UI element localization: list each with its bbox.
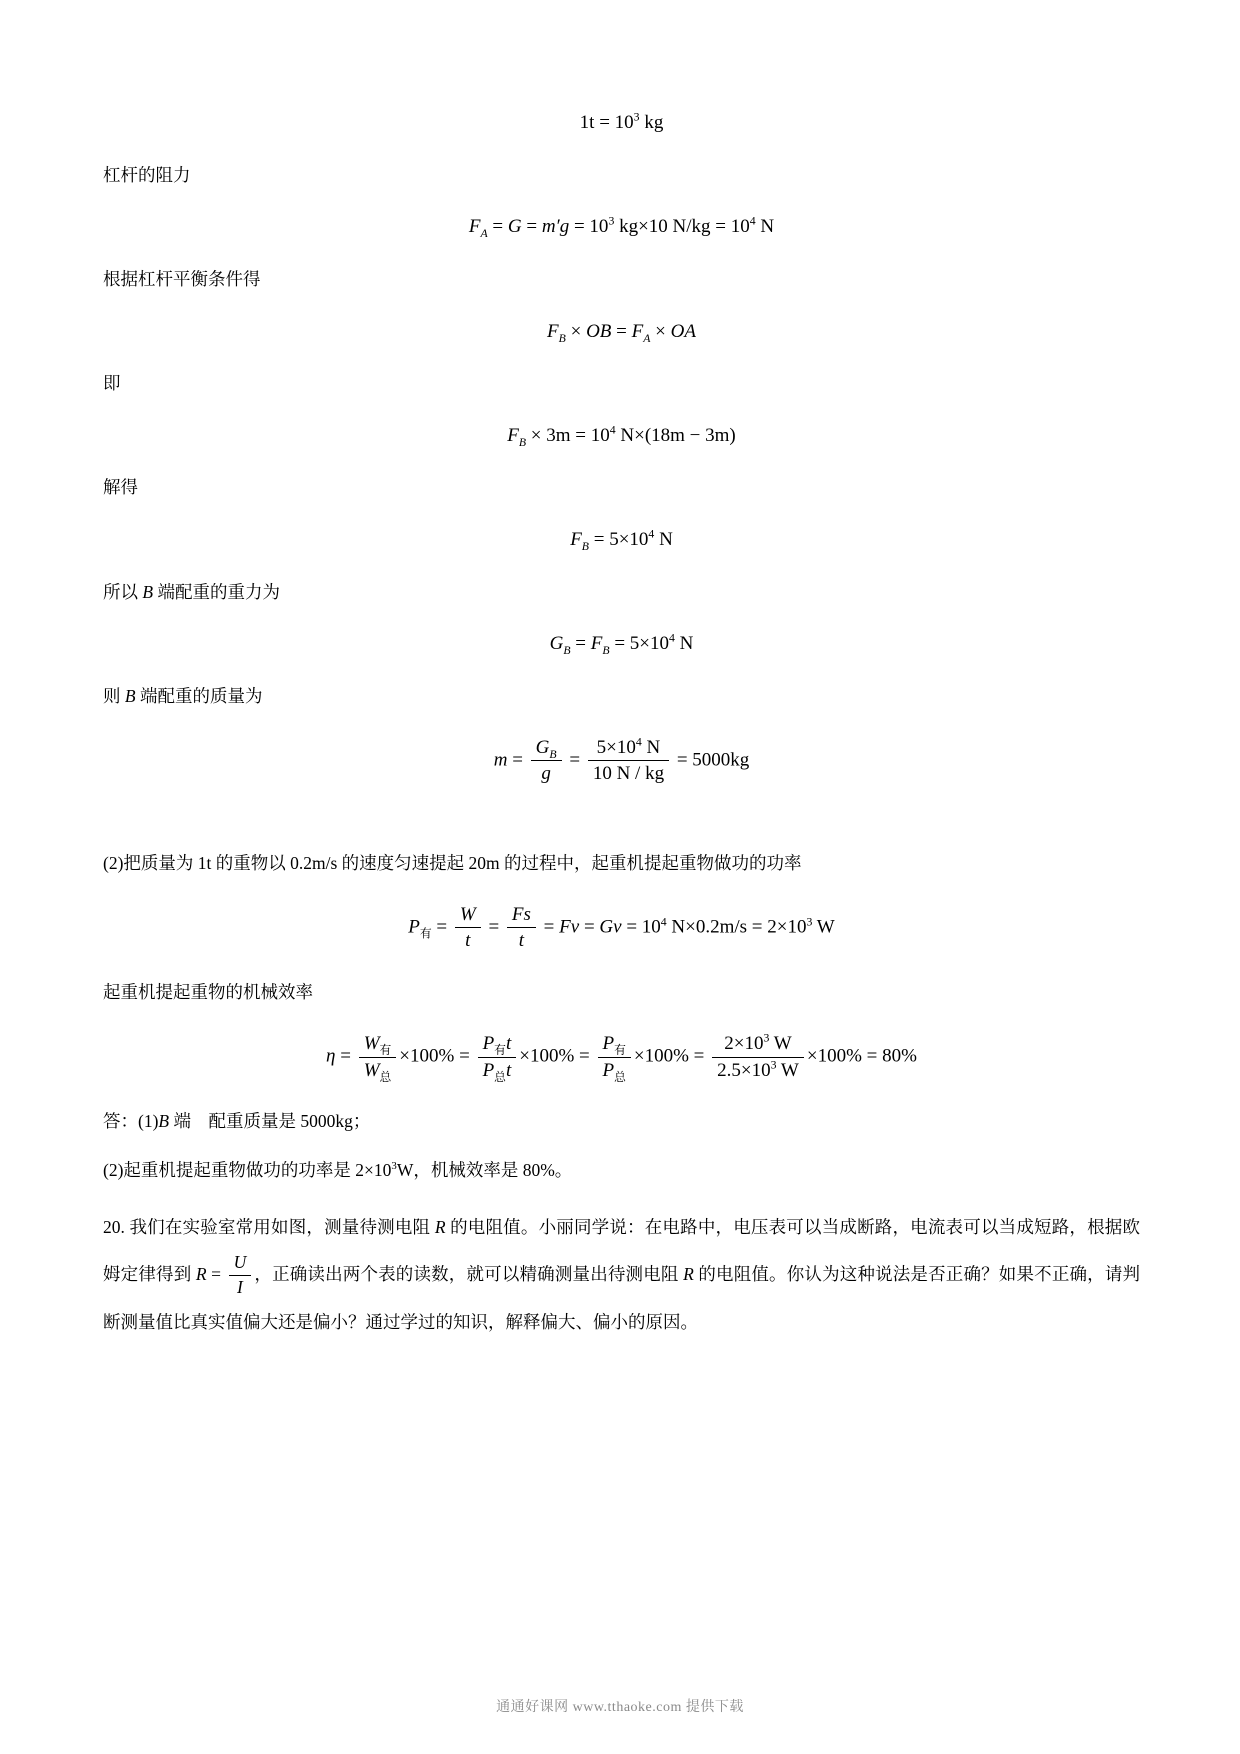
math-superscript: 3 [633, 110, 640, 124]
math-subscript: B [558, 331, 566, 345]
text-lever-balance-condition [103, 264, 1140, 295]
math-variable: t [505, 1032, 512, 1054]
text-run: 的电阻值。小丽同学说：在电路中，电压表可以当成断路，电流表可以当成短路，根据欧姆定律得到 [103, 1216, 1140, 1284]
text-run: 即 [103, 373, 121, 394]
fraction-denominator [712, 1058, 804, 1083]
math-fraction [712, 1032, 804, 1083]
math-variable: W [459, 903, 476, 925]
formula-useful-power [103, 903, 1140, 954]
text-run: × [650, 320, 671, 342]
fraction-numerator [712, 1032, 804, 1058]
math-superscript: 4 [635, 735, 642, 749]
text-run: W [812, 916, 835, 938]
math-variable: P [482, 1032, 495, 1054]
text-namely [103, 368, 1140, 399]
math-variable: m′g [541, 216, 570, 238]
math-variable: G [549, 633, 564, 655]
math-variable: Gv [599, 916, 622, 938]
text-run: 所以 [103, 581, 143, 602]
text-run: = [507, 749, 528, 771]
text-run: N [755, 216, 775, 238]
formula-gb-result [103, 631, 1140, 657]
math-superscript: 3 [608, 214, 615, 228]
footer-text: 通通好课网 www.tthaoke.com 提供下载 [496, 1700, 744, 1715]
math-variable: η [326, 1045, 336, 1067]
math-variable: OA [670, 320, 696, 342]
fraction-denominator [531, 761, 562, 786]
para-question-20 [103, 1204, 1140, 1347]
text-run: 10 N / kg [592, 763, 665, 785]
math-variable: R [195, 1263, 207, 1284]
text-run: = [564, 749, 585, 771]
fraction-numerator [588, 736, 669, 762]
text-run: (2)把质量为 1t 的重物以 0.2m/s 的速度匀速提起 20m 的过程中，起重机提起重物做功的功率 [103, 853, 802, 874]
formula-torque-values [103, 423, 1140, 449]
math-variable: Fs [511, 903, 531, 925]
para-part2-power-intro [103, 848, 1140, 879]
math-superscript: 3 [763, 1031, 770, 1045]
text-run: × [565, 320, 587, 342]
math-superscript: 4 [669, 632, 675, 645]
text-run: 起重机提起重物的机械效率 [103, 982, 313, 1003]
text-run: W [769, 1032, 792, 1054]
math-variable: R [683, 1263, 694, 1284]
math-subscript: 有 [379, 1043, 392, 1057]
math-fraction [507, 903, 536, 954]
fraction-denominator [455, 928, 481, 953]
math-fraction [229, 1252, 252, 1299]
math-variable: R [434, 1216, 446, 1237]
math-variable: t [465, 930, 471, 952]
formula-mass-result [103, 736, 1140, 787]
text-run: ，正确读出两个表的读数，就可以精确测量出待测电阻 [254, 1263, 684, 1284]
math-variable: P [482, 1059, 495, 1081]
math-variable: P [602, 1059, 615, 1081]
math-variable: B [124, 685, 136, 706]
math-variable: B [158, 1111, 170, 1132]
text-run: = [487, 216, 508, 238]
text-run: 端 配重质量是 5000kg； [169, 1111, 371, 1132]
math-subscript: B [602, 644, 610, 658]
math-variable: Fv [559, 916, 580, 938]
fraction-denominator [588, 761, 669, 786]
text-run: 根据杠杆平衡条件得 [103, 268, 261, 289]
math-superscript: 3 [770, 1058, 777, 1072]
math-variable: G [535, 736, 550, 758]
fraction-numerator [531, 736, 562, 762]
math-superscript: 4 [749, 214, 756, 228]
fraction-denominator [507, 928, 536, 953]
formula-efficiency [103, 1032, 1140, 1083]
math-subscript: 总 [379, 1070, 392, 1084]
text-run: N [641, 736, 661, 758]
math-variable: W [363, 1059, 380, 1081]
math-variable: P [602, 1032, 615, 1054]
text-run: = [206, 1263, 226, 1284]
math-variable: U [233, 1252, 247, 1273]
document-content [103, 110, 1140, 1346]
text-run: 则 [103, 685, 125, 706]
math-variable: I [237, 1277, 243, 1298]
text-run: ×100% = [399, 1045, 475, 1067]
text-run: kg×10 N/kg = 10 [614, 216, 750, 238]
text-run: W，机械效率是 80%。 [396, 1159, 573, 1180]
text-efficiency-intro [103, 977, 1140, 1008]
math-fraction [359, 1032, 397, 1083]
math-variable: t [518, 930, 525, 952]
text-run: = [431, 916, 452, 938]
fraction-numerator [507, 903, 536, 929]
math-subscript: 总 [494, 1070, 506, 1084]
math-variable: F [631, 320, 644, 342]
math-variable: F [468, 216, 481, 238]
text-run: 2×10 [724, 1032, 764, 1054]
text-run: 1t = 10 [579, 112, 634, 133]
math-subscript: A [643, 331, 651, 345]
math-variable: m [493, 749, 508, 771]
text-run: N [654, 529, 673, 551]
fraction-numerator [359, 1032, 397, 1058]
math-superscript: 3 [391, 1160, 397, 1173]
text-run: 的电阻值。你认为这种说法是否正确？如果不正确，请判断测量值比真实值偏大还是偏小？通过学过的知识，解释偏大、偏小的原因。 [103, 1263, 1141, 1333]
fraction-numerator [598, 1032, 631, 1058]
text-run: 2.5×10 [717, 1059, 771, 1081]
text-run: ×100% = [519, 1045, 595, 1067]
text-run: 杠杆的阻力 [103, 164, 191, 185]
math-variable: G [507, 216, 522, 238]
text-run: N×(18m − 3m) [615, 424, 736, 446]
math-variable: P [408, 916, 420, 938]
text-run: = 5000kg [672, 749, 750, 771]
math-superscript: 4 [648, 527, 655, 541]
math-subscript: 有 [494, 1043, 506, 1057]
text-run: 解得 [103, 477, 138, 498]
math-fraction [598, 1032, 631, 1083]
text-run: N [674, 633, 694, 655]
text-run: = [521, 216, 542, 238]
math-superscript: 4 [660, 915, 667, 928]
page-footer [0, 1696, 1240, 1716]
math-subscript: 总 [614, 1070, 626, 1084]
math-superscript: 4 [609, 423, 616, 437]
math-variable: OB [586, 320, 612, 342]
math-variable: t [505, 1059, 512, 1081]
text-run: × 3m = 10 [526, 424, 610, 446]
math-variable: B [142, 581, 154, 602]
formula-resistance-force [103, 214, 1140, 240]
text-run: = [538, 916, 560, 938]
text-run: = 5×10 [588, 529, 649, 551]
fraction-numerator [455, 903, 481, 929]
text-run: 端配重的质量为 [135, 685, 263, 706]
math-variable: F [570, 529, 582, 551]
fraction-numerator [478, 1032, 517, 1058]
formula-fb-result [103, 527, 1140, 553]
text-run: = 5×10 [609, 633, 669, 655]
math-fraction [455, 903, 481, 954]
fraction-denominator [598, 1058, 631, 1083]
fraction-numerator [229, 1252, 252, 1276]
text-run: (2)起重机提起重物做功的功率是 2×10 [103, 1159, 392, 1180]
fraction-denominator [229, 1276, 252, 1299]
text-run: ×100% = 80% [806, 1045, 917, 1067]
math-subscript: B [563, 644, 571, 658]
text-answer-part1 [103, 1106, 1140, 1137]
text-b-end-mass-intro [103, 681, 1140, 712]
math-fraction [588, 736, 669, 787]
math-variable: F [547, 320, 559, 342]
text-lever-resistance [103, 160, 1140, 191]
text-run: = [570, 633, 591, 655]
formula-torque-balance [103, 319, 1140, 345]
math-subscript: 有 [614, 1043, 626, 1057]
math-subscript: B [518, 435, 527, 449]
text-run: = [483, 916, 504, 938]
fraction-denominator [478, 1058, 517, 1083]
math-fraction [478, 1032, 517, 1083]
math-subscript: B [581, 539, 589, 553]
text-run: 答：(1) [103, 1111, 159, 1132]
math-subscript: B [549, 747, 557, 761]
math-variable: F [507, 424, 519, 446]
fraction-denominator [359, 1058, 397, 1083]
text-run: ×100% = [633, 1045, 710, 1067]
text-solving [103, 472, 1140, 503]
text-answer-part2 [103, 1155, 1140, 1186]
math-variable: g [541, 763, 551, 785]
text-run: = 10 [569, 216, 609, 238]
text-b-end-weight-intro [103, 577, 1140, 608]
text-run: kg [639, 112, 664, 133]
math-superscript: 3 [806, 915, 813, 928]
math-variable: F [590, 633, 603, 655]
text-run: = [611, 320, 632, 342]
math-subscript: A [480, 227, 488, 241]
formula-ton-conversion [103, 110, 1140, 136]
math-variable: W [363, 1032, 380, 1054]
text-run: = [579, 916, 600, 938]
text-run: 5×10 [596, 736, 636, 758]
text-run: 端配重的重力为 [153, 581, 280, 602]
text-run: 20. 我们在实验室常用如图，测量待测电阻 [103, 1216, 435, 1237]
text-run: N×0.2m/s = 2×10 [666, 916, 807, 938]
math-subscript: 有 [419, 927, 432, 941]
text-run: W [776, 1059, 799, 1081]
text-run: = [335, 1045, 356, 1067]
text-run: = 10 [621, 916, 661, 938]
math-fraction [531, 736, 562, 787]
